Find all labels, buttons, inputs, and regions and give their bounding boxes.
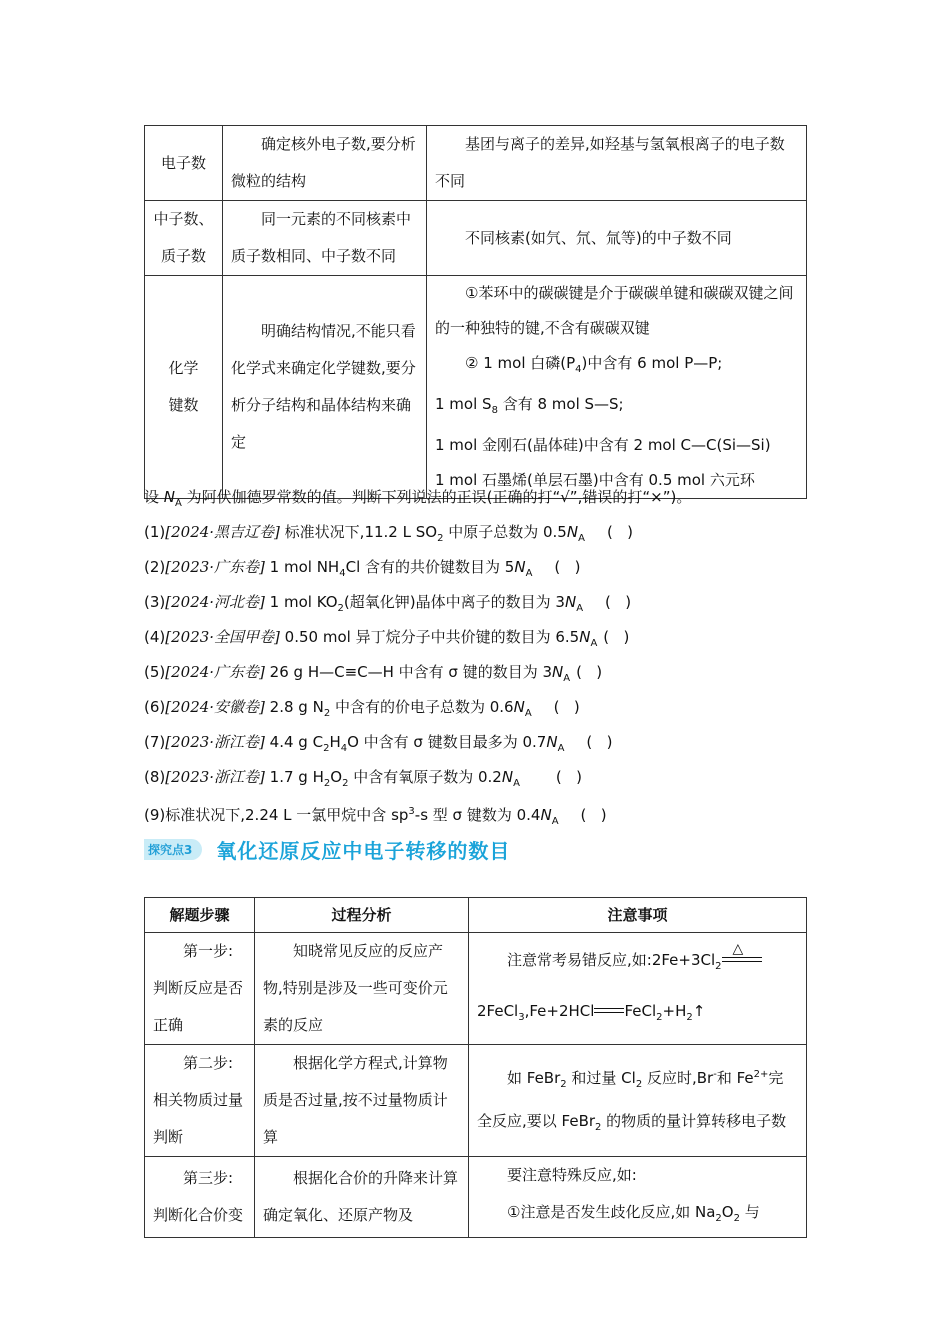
question-item: (6)[2024·安徽卷] 2.8 g $N_2$ 中含有的价电子总数为 $0.6N_A$ ( ) (144, 698, 580, 719)
row-description: 同一元素的不同核素中质子数相同、中子数不同 (223, 201, 427, 276)
row-note: 不同核素(如氕、氘、氚等)的中子数不同 (427, 201, 807, 276)
table-row (145, 1157, 807, 1238)
question-item: (5)[2024·广东卷] 26 g H—C≡C—H 中含有 σ 键的数目为 $3N_A$ ( ) (144, 663, 603, 684)
note-cell: 要注意特殊反应,如: ①注意是否发生歧化反应,如 $Na_2O_2$ 与 (469, 1157, 807, 1238)
table-row (145, 126, 807, 201)
row-description: 明确结构情况,不能只看化学式来确定化学键数,要分析分子结构和晶体结构来确定 (223, 276, 427, 499)
question-item: (2)[2023·广东卷] 1 mol $NH_4Cl$ 含有的共价键数目为 $5N_A$ ( ) (144, 558, 581, 579)
row-note: 基团与离子的差异,如羟基与氢氧根离子的电子数不同 (427, 126, 807, 201)
question-item: (3)[2024·河北卷] 1 mol $KO_2$(超氧化钾)晶体中离子的数目为 $3N_A$ ( ) (144, 593, 632, 614)
row-label: 电子数 (145, 126, 223, 201)
question-item: (1)[2024·黑吉辽卷] 标准状况下,11.2 L $SO_2$ 中原子总数为 $0.5N_A$ ( ) (144, 523, 633, 544)
question-item: (9)标准状况下,2.24 L 一氯甲烷中含 $sp^3-s$ 型 σ 键数为 $0.4N_A$ ( ) (144, 806, 607, 827)
row-note: ①苯环中的碳碳键是介于碳碳单键和碳碳双键之间的一种独特的键,不含有碳碳双键 ② 1 mol 白磷$(P_4)$中含有 6 mol P—P; 1 mol $S_8$ 含有 8 mol S—S; 1 mol 金刚石(晶体硅)中含有 2 mol C—C(Si—Si) 1 mol 石墨烯(单层石墨)中含有 0.5 mol 六元环 (427, 276, 807, 499)
table-row (145, 933, 807, 1045)
section-title: 氧化还原反应中电子转移的数目 (216, 838, 511, 863)
row-description: 确定核外电子数,要分析微粒的结构 (223, 126, 427, 201)
row-label: 化学 键数 (145, 276, 223, 499)
row-label: 中子数、 质子数 (145, 201, 223, 276)
analysis-cell: 根据化合价的升降来计算确定氧化、还原产物及 (255, 1157, 469, 1238)
note-cell: 注意常考易错反应,如$:2Fe+3Cl_2$ △ 2FeCl$_3$,Fe+2HCl $FeCl_2+H_2↑$ (469, 933, 807, 1045)
step-cell: 第一步:判断反应是否正确 (145, 933, 255, 1045)
note-cell: 如 FeBr$_2$ 和过量 $Cl_2$ 反应时,Br-和 $Fe^{2+}$完全反应,要以 FeBr$_2$ 的物质的量计算转移电子数 (469, 1045, 807, 1157)
error-points-table (144, 125, 807, 499)
column-header: 过程分析 (255, 898, 469, 933)
redox-steps-table (144, 897, 807, 1238)
column-header: 解题步骤 (145, 898, 255, 933)
question-item: (4)[2023·全国甲卷] 0.50 mol 异丁烷分子中共价键的数目为 $6.5N_A$ ( ) (144, 628, 630, 649)
equals-sign (594, 1005, 624, 1017)
table-header-row (145, 898, 807, 933)
question-item: (8)[2023·浙江卷] 1.7 g $H_2O_2$ 中含有氧原子数为 $0.2N_A$ ( ) (144, 768, 582, 789)
question-item: (7)[2023·浙江卷] 4.4 g $C_2H_4O$ 中含有 σ 键数目最多为 $0.7N_A$ ( ) (144, 733, 613, 754)
analysis-cell: 根据化学方程式,计算物质是否过量,按不过量物质计算 (255, 1045, 469, 1157)
table-row (145, 201, 807, 276)
analysis-cell: 知晓常见反应的反应产物,特别是涉及一些可变价元素的反应 (255, 933, 469, 1045)
table-row (145, 1045, 807, 1157)
step-cell: 第二步:相关物质过量判断 (145, 1045, 255, 1157)
column-header: 注意事项 (469, 898, 807, 933)
section-badge: 探究点3 (144, 839, 202, 860)
section-header (144, 836, 510, 862)
table-row (145, 276, 807, 499)
question-intro: 设 $N_A$ 为阿伏伽德罗常数的值。判断下列说法的正误(正确的打“√”,错误的打“×”)。 (144, 488, 692, 509)
step-cell: 第三步:判断化合价变 (145, 1157, 255, 1238)
heating-equals-sign: △ (722, 954, 762, 966)
